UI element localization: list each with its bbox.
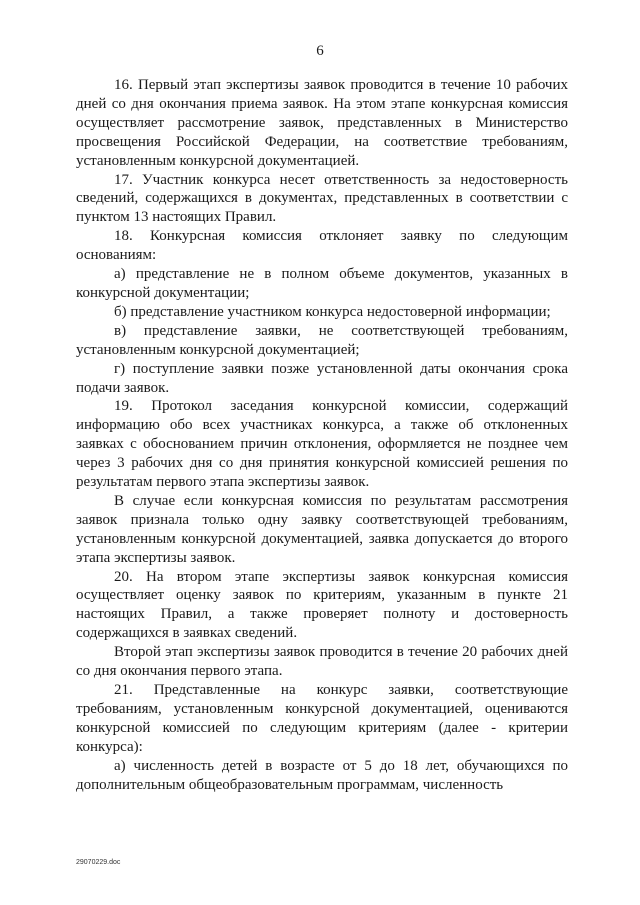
paragraph-19: 19. Протокол заседания конкурсной комиссии, содержащий информацию обо всех участниках конкурса, а также об отклоненных заявках с обоснованием причин отклонения, оформляется не позднее чем через 3 рабочих дня со дня принятия конкурсной комиссией решения по результатам первого этапа экспертизы заявок.: [76, 398, 568, 491]
paragraph-17: 17. Участник конкурса несет ответственность за недостоверность сведений, содержащихся в документах, представленных в соответствии с пунктом 13 настоящих Правил.: [76, 171, 568, 226]
paragraph-18-g: г) поступление заявки позже установленной даты окончания срока подачи заявок.: [76, 360, 568, 396]
paragraph-18-b: б) представление участником конкурса недостоверной информации;: [114, 303, 551, 320]
paragraph-20-continued: Второй этап экспертизы заявок проводится в течение 20 рабочих дней со дня окончания первого этапа.: [76, 644, 568, 680]
paragraph-16: 16. Первый этап экспертизы заявок проводится в течение 10 рабочих дней со дня окончания приема заявок. На этом этапе конкурсная комиссия осуществляет рассмотрение заявок, представленных в Министерство просвещения Российской Федерации, на соответствие требованиям, установленным конкурсной документацией.: [76, 77, 568, 169]
paragraph-18-a: а) представление не в полном объеме документов, указанных в конкурсной документации;: [76, 266, 568, 301]
paragraph-18-v: в) представление заявки, не соответствующей требованиям, установленным конкурсной документацией;: [76, 322, 568, 358]
page-number: 6: [316, 43, 324, 59]
paragraph-19-continued: В случае если конкурсная комиссия по результатам рассмотрения заявок признала только одну заявку соответствующей требованиям, установленным конкурсной документацией, заявка допускается до второго этапа экспертизы заявок.: [76, 492, 568, 566]
paragraph-18: 18. Конкурсная комиссия отклоняет заявку по следующим основаниям:: [76, 228, 568, 264]
paragraph-20: 20. На втором этапе экспертизы заявок конкурсная комиссия осуществляет оценку заявок по критериям, указанным в пункте 21 настоящих Правил, а также проверяет полноту и достоверность содержащихся в заявках сведений.: [76, 568, 568, 642]
paragraph-21-a: а) численность детей в возрасте от 5 до 18 лет, обучающихся по дополнительным общеобразовательным программам, численность: [76, 757, 568, 793]
footer-file-code: 29070229.doc: [76, 859, 121, 866]
document-body: [76, 76, 568, 794]
paragraph-21: 21. Представленные на конкурс заявки, соответствующие требованиям, установленным конкурсной документацией, оцениваются конкурсной комиссией по следующим критериям (далее - критерии конкурса):: [76, 682, 568, 755]
